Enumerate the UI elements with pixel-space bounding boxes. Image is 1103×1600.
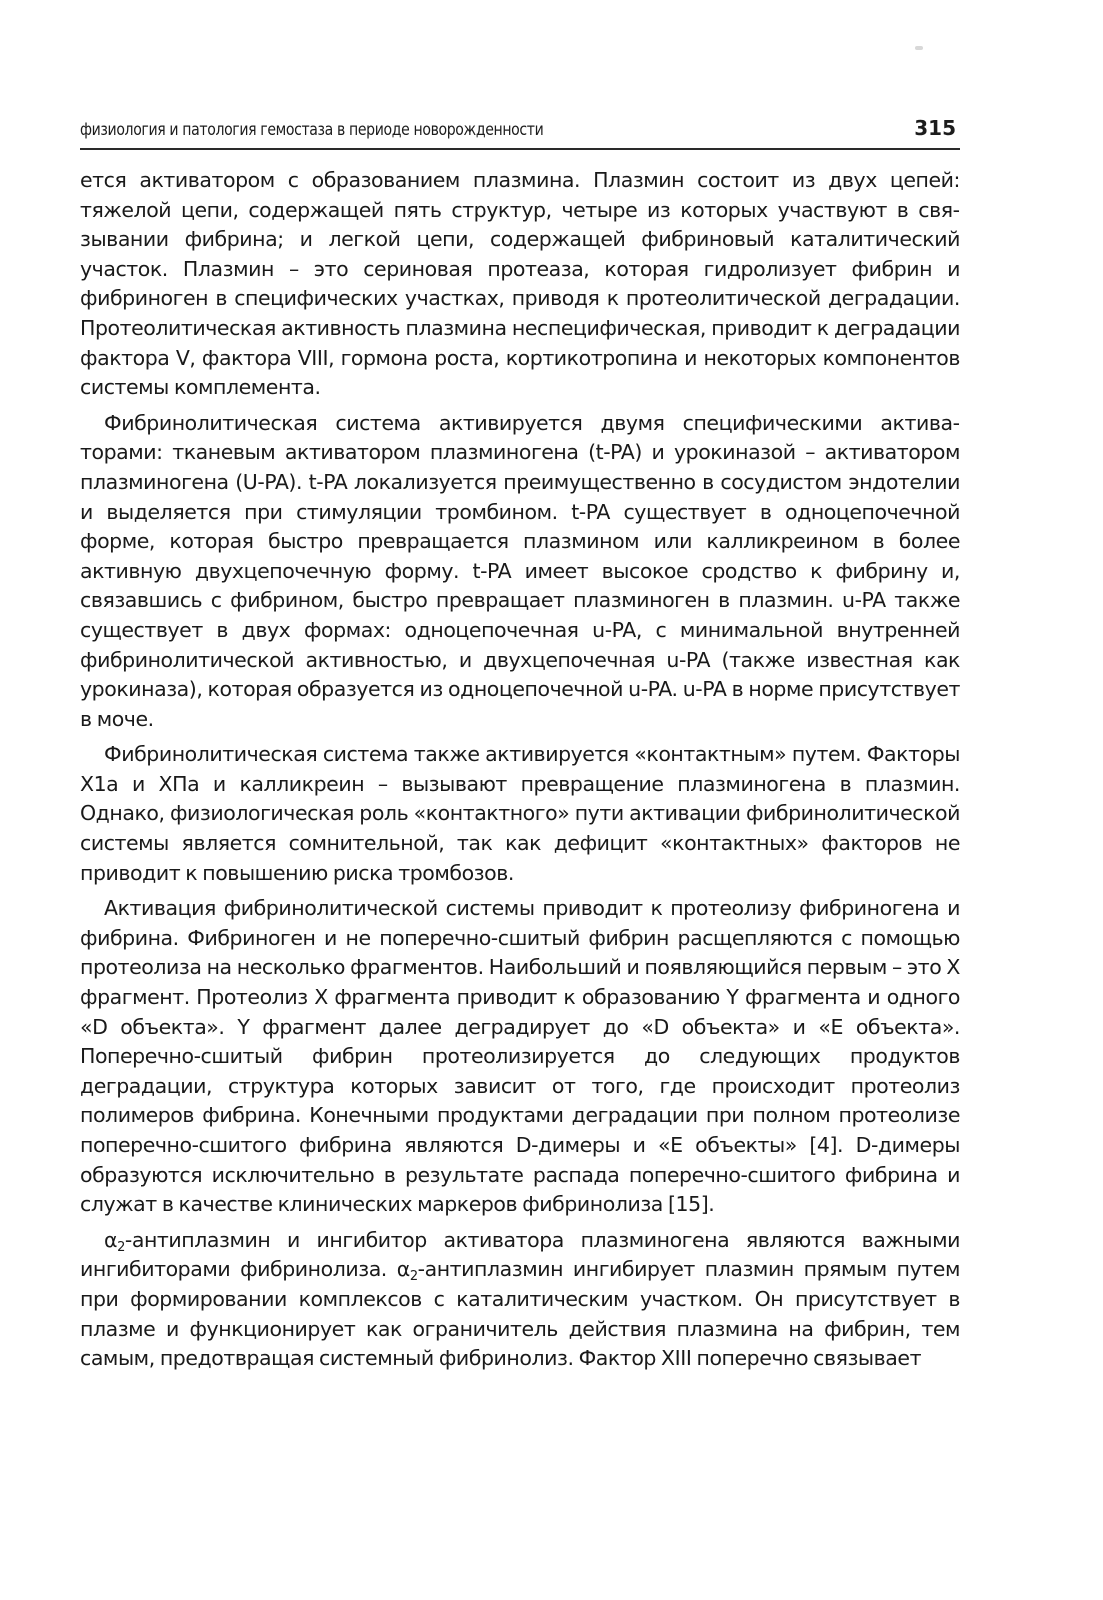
paragraph-4: Активация фибринолитической системы приводит к протеолизу фибриногена и фибрина. Фибриноген и не поперечно-сшитый фибрин расщепляются с помощью протеолиза на несколько фрагментов. Наибольший и появляющийся первым – это X фрагмент. Протеолиз X фрагмента приводит к образованию Y фрагмента и одного «D объекта». Y фрагмент далее деградирует до «D объекта» и «E объекта». Поперечно-сшитый фибрин протеолизируется до следующих продуктов деградации, структура которых зависит от того, где происходит протеолиз полимеров фибрина. Конечными продуктами деградации при полном протеолизе поперечно-сшитого фибрина являются D-димеры и «E объекты» [4]. D-димеры образуются исключительно в результате распада поперечно-сшитого фибрина и служат в качестве клинических маркеров фибринолиза [15]. bbox=[80, 896, 960, 1217]
paragraph-3: Фибринолитическая система также активируется «контактным» путем. Факторы X1a и XПa и калликреин – вызывают превращение плазминогена в плазмин. Однако, физиологическая роль «контактного» пути активации фибринолитической системы является сомнительной, так как дефицит «контактных» факторов не приводит к повышению риска тромбозов. bbox=[80, 742, 960, 885]
running-title: физиология и патология гемостаза в периоде новорожденности bbox=[80, 120, 544, 140]
scan-artifact bbox=[915, 46, 923, 50]
paragraph-5 bbox=[80, 1226, 960, 1374]
paragraph-5-text-b: -антиплазмин ингибирует плазмин прямым путем при формировании комплексов с каталитическим участком. Он присутствует в плазме и функционирует как ограничитель действия плазмина на фибрин, тем самым, предотвращая системный фибринолиз. Фактор XIII поперечно связывает bbox=[80, 1257, 960, 1371]
alpha-symbol-2: α bbox=[396, 1257, 410, 1282]
alpha-symbol: α bbox=[104, 1227, 118, 1252]
running-header bbox=[80, 116, 960, 146]
header-rule bbox=[80, 148, 960, 150]
paragraph-1: ется активатором с образованием плазмина. Плазмин состоит из двух цепей: тяжелой цепи, содержащей пять структур, четыре из которых участвуют в связывании фибрина; и легкой цепи, содержащей фибриновый каталитический участок. Плазмин – это сериновая протеаза, которая гидролизует фибрин и фибриноген в специфических участках, приводя к протеолитической деградации. Протеолитическая активность плазмина неспецифическая, приводит к деградации фактора V, фактора VIII, гормона роста, кортикотропина и некоторых компонентов системы комплемента. bbox=[80, 168, 960, 400]
paragraph-5-text-a: -антиплазмин и ингибитор активатора плазминогена являются важными ингибиторами фибринолиза. bbox=[80, 1227, 960, 1282]
paragraph-2: Фибринолитическая система активируется двумя специфическими активаторами: тканевым активатором плазминогена (t-PA) и урокиназой – активатором плазминогена (U-PA). t-PA локализуется преимущественно в сосудистом эндотелии и выделяется при стимуляции тромбином. t-PA существует в одноцепочечной форме, которая быстро превращается плазмином или калликреином в более активную двухцепочечную форму. t-PA имеет высокое сродство к фибрину и, связавшись с фибрином, быстро превращает плазминоген в плазмин. u-PA также существует в двух формах: одноцепочечная u-PA, с минимальной внутренней фибринолитической активностью, и двухцепочечная u-PA (также известная как урокиназа), которая образуется из одноцепочечной u-PA. u-PA в норме присутствует в моче. bbox=[80, 410, 960, 731]
body-text bbox=[80, 166, 960, 1380]
alpha-subscript-2: 2 bbox=[409, 1269, 418, 1285]
alpha-subscript: 2 bbox=[117, 1239, 125, 1255]
page-number: 315 bbox=[914, 116, 956, 140]
